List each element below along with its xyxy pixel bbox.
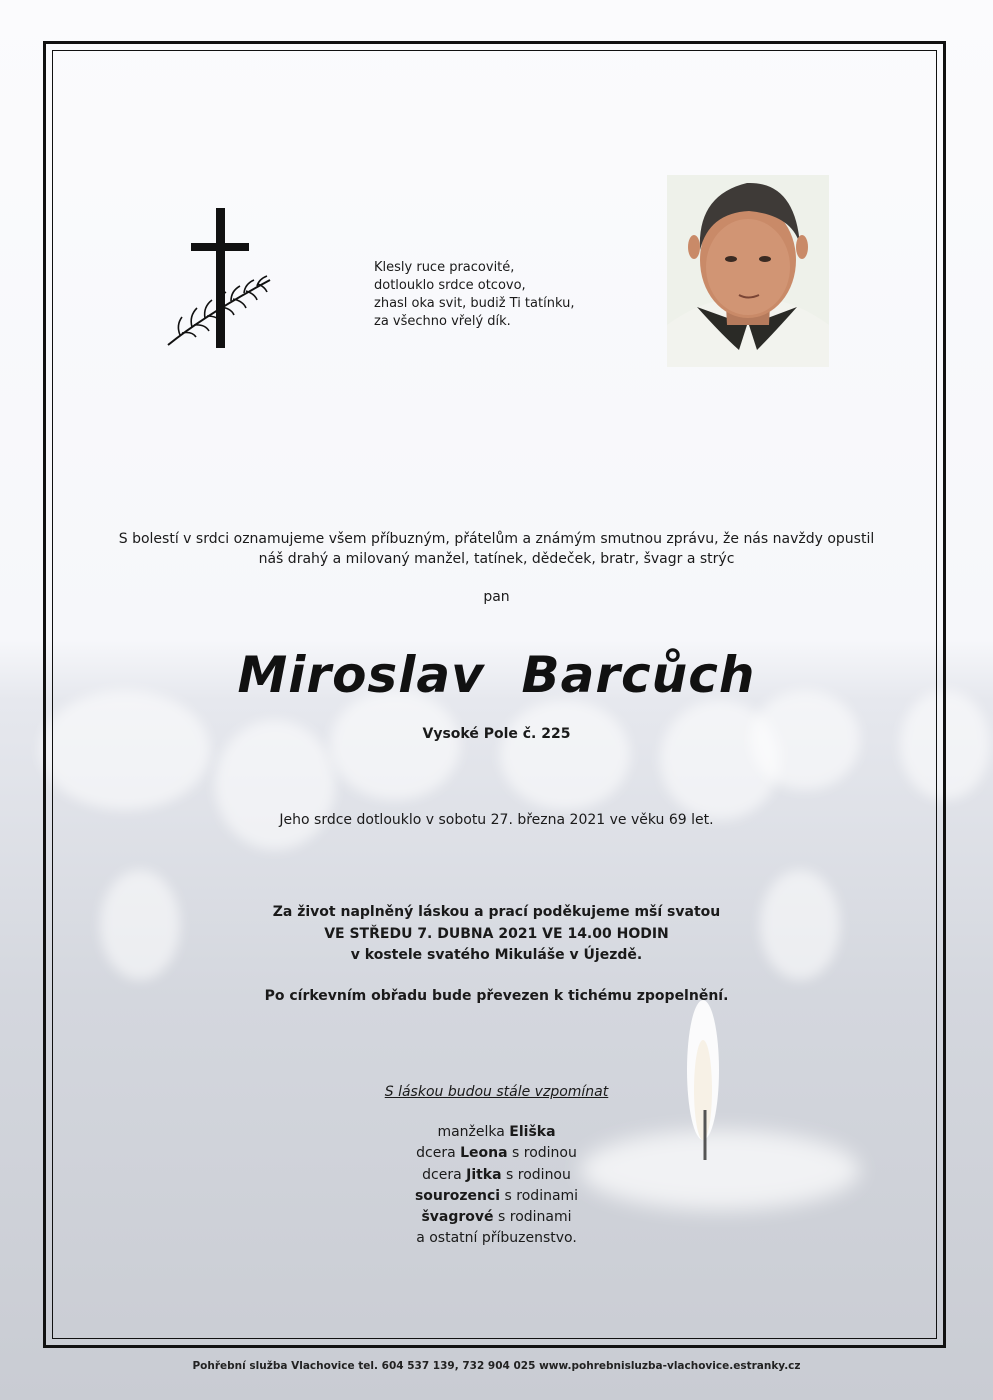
mourner-entry: a ostatní příbuzenstvo. (416, 1230, 577, 1247)
mourner-entry: švagrové s rodinami (421, 1209, 572, 1226)
poem-line: zhasl oka svit, budiž Ti tatínku, (374, 296, 575, 311)
deceased-address: Vysoké Pole č. 225 (422, 726, 571, 742)
ceremony-info (60, 902, 933, 967)
title-pan: pan (483, 589, 510, 605)
ceremony-line: Za život naplněný láskou a prací poděkujeme mší svatou (272, 904, 721, 920)
poem (374, 259, 634, 331)
announcement-line: S bolestí v srdci oznamujeme všem příbuzným, přátelům a známým smutnou zprávu, že nás navždy opustil (118, 531, 875, 547)
funeral-service-footer: Pohřební služba Vlachovice tel. 604 537 139, 732 904 025 www.pohrebnisluzba-vlachovice.estranky.cz (192, 1360, 801, 1372)
announcement-line: náš drahý a milovaný manžel, tatínek, dědeček, bratr, švagr a strýc (258, 551, 735, 567)
deceased-name: Miroslav Barcůch (237, 646, 756, 704)
ceremony-line: VE STŘEDU 7. DUBNA 2021 VE 14.00 HODIN (324, 925, 669, 942)
deceased-portrait-photo (667, 175, 829, 367)
cross-with-palm-icon (160, 205, 280, 350)
mourners-heading-text: S láskou budou stále vzpomínat (384, 1084, 609, 1100)
poem-line: za všechno vřelý dík. (374, 314, 511, 329)
poem-line: dotlouklo srdce otcovo, (374, 278, 526, 293)
mourner-entry: manželka Eliška (437, 1124, 556, 1140)
ceremony-line: v kostele svatého Mikuláše v Újezdě. (350, 947, 643, 963)
mourners-list (60, 1122, 933, 1250)
announcement-text (60, 529, 933, 569)
mourner-entry: sourozenci s rodinami (414, 1187, 579, 1204)
poem-line: Klesly ruce pracovité, (374, 260, 515, 275)
mourner-entry: dcera Leona s rodinou (416, 1145, 577, 1162)
death-notice: Jeho srdce dotlouklo v sobotu 27. března 2021 ve věku 69 let. (279, 812, 714, 828)
cremation-note: Po církevním obřadu bude převezen k tichému zpopelnění. (264, 988, 729, 1004)
mourners-heading (60, 1084, 933, 1100)
mourner-entry: dcera Jitka s rodinou (422, 1166, 571, 1183)
